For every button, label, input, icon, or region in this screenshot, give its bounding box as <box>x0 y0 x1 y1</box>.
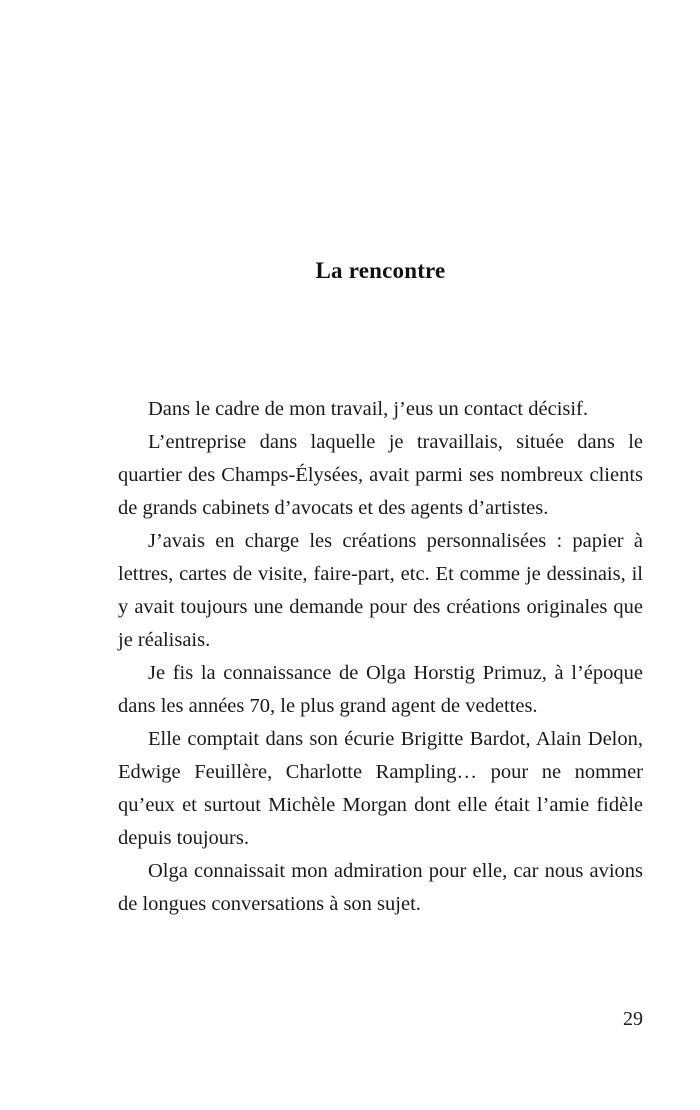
paragraph-1: Dans le cadre de mon travail, j’eus un contact décisif. <box>148 398 589 420</box>
page-number: 29 <box>623 1008 643 1030</box>
paragraph-2: L’entreprise dans laquelle je travaillais, située dans le quartier des Champs-Élysées, avait parmi ses nombreux clients de grands cabinets d’avocats et des agents d’artistes. <box>118 431 643 519</box>
paragraph-3: J’avais en charge les créations personnalisées : papier à lettres, cartes de visite, faire-part, etc. Et comme je dessinais, il y avait toujours une demande pour des créations originales que je réalisais. <box>118 530 643 651</box>
paragraph-5: Elle comptait dans son écurie Brigitte Bardot, Alain Delon, Edwige Feuillère, Charlotte Rampling… pour ne nommer qu’eux et surtout Michèle Morgan dont elle était l’amie fidèle depuis toujours. <box>118 728 643 849</box>
chapter-title: La rencontre <box>315 258 446 283</box>
paragraph-6: Olga connaissait mon admiration pour elle, car nous avions de longues conversations à son sujet. <box>118 860 643 915</box>
body-text <box>118 393 643 921</box>
paragraph-4: Je fis la connaissance de Olga Horstig Primuz, à l’époque dans les années 70, le plus grand agent de vedettes. <box>118 662 643 717</box>
